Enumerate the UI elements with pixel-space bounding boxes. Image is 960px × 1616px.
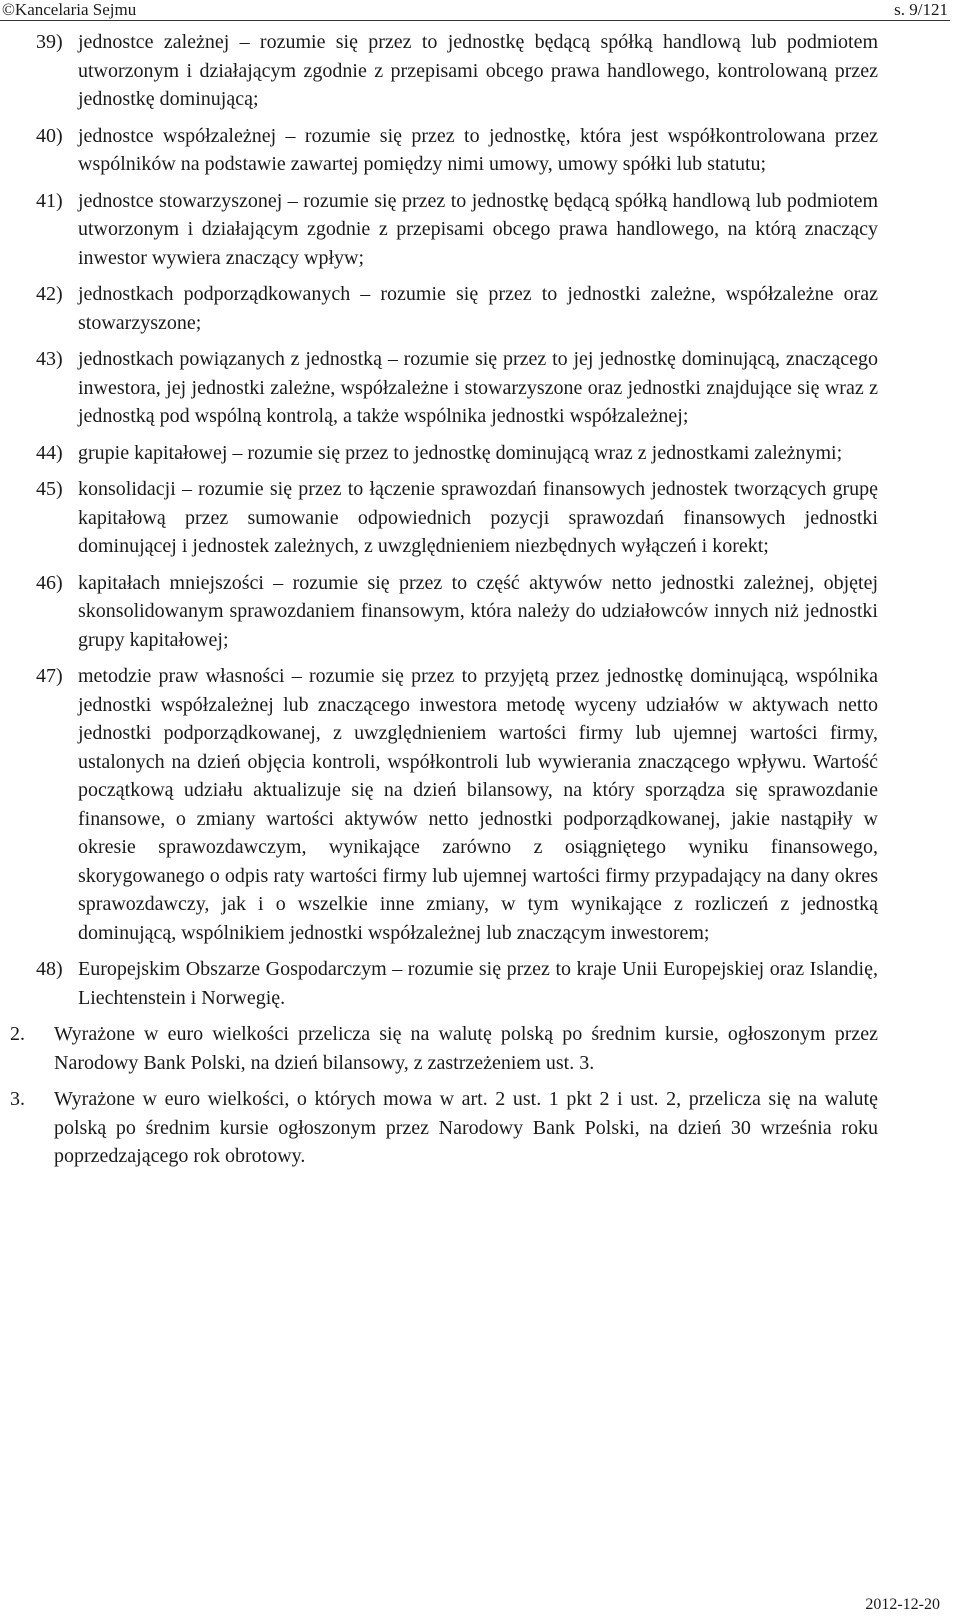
item-number: 44) <box>36 441 63 464</box>
item-text: konsolidacji – rozumie się przez to łączenie sprawozdań finansowych jednostek tworzących grupę kapitałową przez sumowanie odpowiednich pozycji sprawozdań finansowych jednostki dominującej i jednostek zależnych, z uwzględnieniem niezbędnych wyłączeń i korekt; <box>78 478 878 557</box>
item-number: 41) <box>36 189 63 212</box>
header-rule <box>0 20 950 21</box>
definition-item-39 <box>30 28 878 114</box>
item-text: metodzie praw własności – rozumie się przez to przyjętą przez jednostkę dominującą, wspólnika jednostki współzależnej lub znaczącego inwestora metodę wyceny udziałów w aktywach netto jednostki podporządkowanej, z uwzględnieniem wartości firmy lub ujemnej wartości firmy, ustalonych na dzień objęcia kontroli, współkontroli lub wywierania znaczącego wpływu. Wartość początkową udziału aktualizuje się na dzień bilansowy, na który sporządza się sprawozdanie finansowe, o zmiany wartości aktywów netto jednostki podporządkowanej, jakie nastąpiły w okresie sprawozdawczym, wynikające zarówno z osiągniętego wyniku finansowego, skorygowanego o odpis raty wartości firmy lub ujemnej wartości firmy przypadający na dany okres sprawozdawczy, jak i o wszelkie inne zmiany, w tym wynikające z rozliczeń z jednostką dominującą, wspólnikiem jednostki współzależnej lub znaczącym inwestorem; <box>78 665 878 944</box>
paragraph-3 <box>10 1085 878 1171</box>
item-text: Europejskim Obszarze Gospodarczym – rozumie się przez to kraje Unii Europejskiej oraz Islandię, Liechtenstein i Norwegię. <box>78 958 878 1009</box>
document-content <box>10 28 878 1179</box>
item-text: jednostce współzależnej – rozumie się przez to jednostkę, która jest współkontrolowana przez wspólników na podstawie zawartej pomiędzy nimi umowy, umowy spółki lub statutu; <box>78 124 878 175</box>
item-number: 46) <box>36 571 63 594</box>
paragraph-number: 2. <box>10 1023 25 1045</box>
paragraph-number: 3. <box>10 1088 25 1110</box>
paragraph-text: Wyrażone w euro wielkości, o których mowa w art. 2 ust. 1 pkt 2 i ust. 2, przelicza się na walutę polską po średnim kursie ogłoszonym przez Narodowy Bank Polski, na dzień 30 września roku poprzedzającego rok obrotowy. <box>54 1088 878 1167</box>
item-text: grupie kapitałowej – rozumie się przez to jednostkę dominującą wraz z jednostkami zależnymi; <box>78 441 843 464</box>
item-number: 43) <box>36 348 63 370</box>
definition-item-40 <box>30 122 878 179</box>
item-text: jednostce zależnej – rozumie się przez to jednostkę będącą spółką handlową lub podmiotem utworzonym i działającym zgodnie z przepisami obcego prawa handlowego, kontrolowaną przez jednostkę dominującą; <box>78 31 878 110</box>
definition-item-42 <box>30 280 878 337</box>
item-number: 48) <box>36 958 63 980</box>
paragraph-text: Wyrażone w euro wielkości przelicza się na walutę polską po średnim kursie, ogłoszonym przez Narodowy Bank Polski, na dzień bilansowy, z zastrzeżeniem ust. 3. <box>54 1023 878 1074</box>
item-text: jednostkach powiązanych z jednostką – rozumie się przez to jej jednostkę dominującą, znaczącego inwestora, jej jednostki zależne, współzależne i stowarzyszone oraz jednostki znajdujące się wraz z jednostką pod wspólną kontrolą, a także wspólnika jednostki współzależnej; <box>78 348 878 427</box>
item-text: kapitałach mniejszości – rozumie się przez to część aktywów netto jednostki zależnej, objętej skonsolidowanym sprawozdaniem finansowym, która należy do udziałowców innych niż jednostki grupy kapitałowej; <box>78 571 878 651</box>
footer-date: 2012-12-20 <box>865 1596 940 1613</box>
item-text: jednostce stowarzyszonej – rozumie się przez to jednostkę będącą spółką handlową lub podmiotem utworzonym i działającym zgodnie z przepisami obcego prawa handlowego, na którą znaczący inwestor wywiera znaczący wpływ; <box>78 189 878 269</box>
definition-item-41 <box>30 187 878 273</box>
definition-item-48 <box>30 955 878 1012</box>
definition-item-44 <box>30 439 878 468</box>
header-copyright: ©Kancelaria Sejmu <box>2 0 137 19</box>
item-number: 47) <box>36 665 63 687</box>
item-number: 39) <box>36 31 63 53</box>
item-number: 42) <box>36 283 63 305</box>
item-number: 40) <box>36 124 63 147</box>
item-text: jednostkach podporządkowanych – rozumie się przez to jednostki zależne, współzależne oraz stowarzyszone; <box>78 283 878 334</box>
paragraph-2 <box>10 1020 878 1077</box>
definition-item-43 <box>30 345 878 431</box>
definition-item-45 <box>30 475 878 561</box>
item-number: 45) <box>36 478 63 500</box>
definition-item-46 <box>30 569 878 655</box>
header-page-number: s. 9/121 <box>894 0 948 19</box>
definition-item-47 <box>30 662 878 947</box>
